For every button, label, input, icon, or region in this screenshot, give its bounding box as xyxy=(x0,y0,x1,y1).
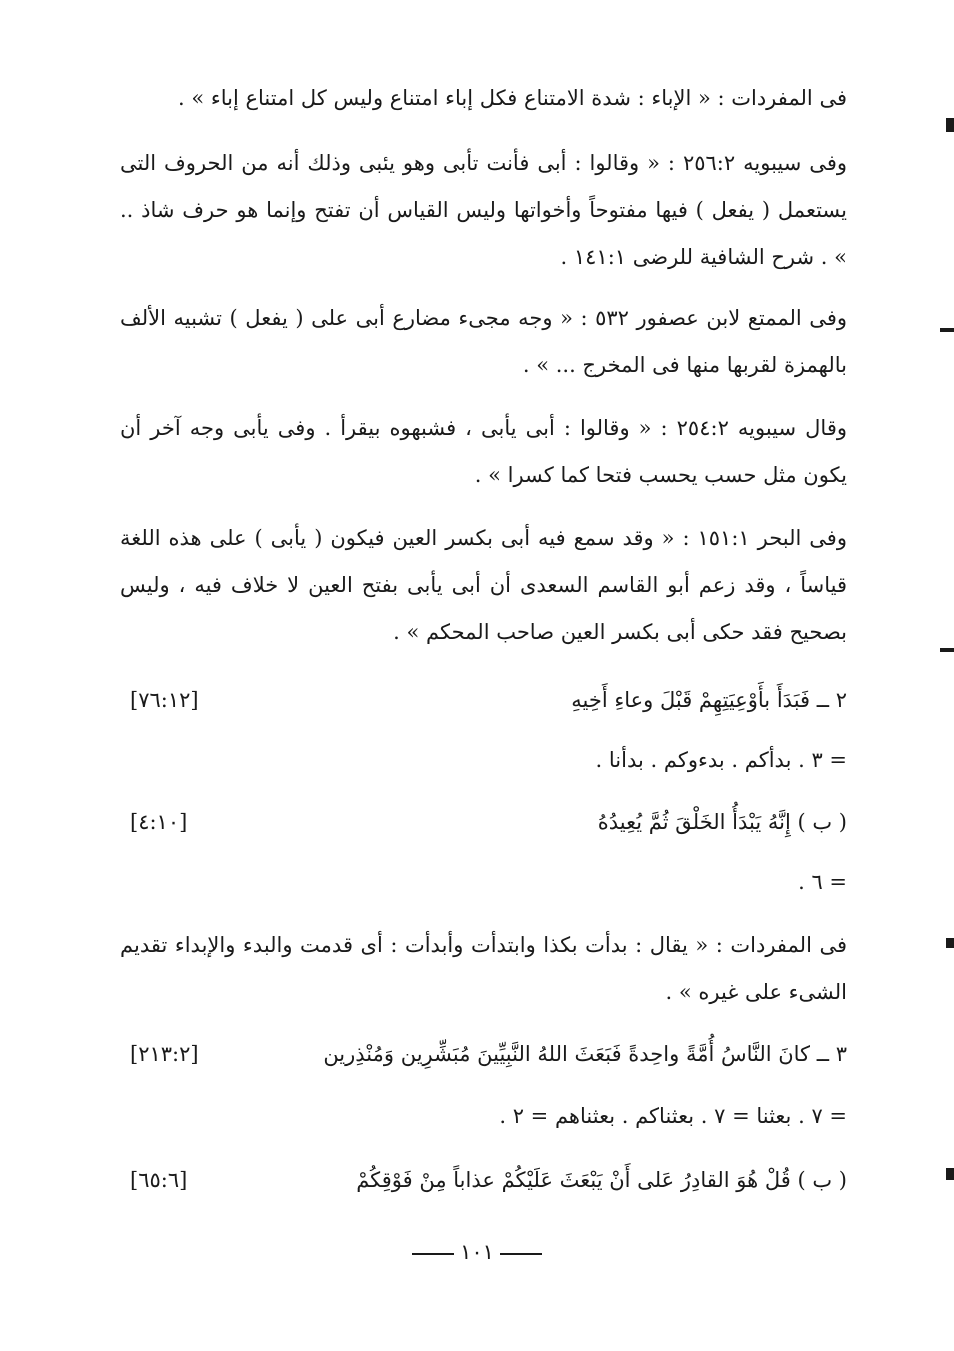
paragraph-mumti: وفى الممتع لابن عصفور ٥٣٢ : « وجه مجىء مضارع أبى على ( يفعل ) تشبيه الألف بالهمزة لقربها منها فى المخرج ... » . xyxy=(120,306,847,377)
scan-edge-mark xyxy=(940,328,954,332)
verse-line-3 xyxy=(120,1032,847,1076)
paragraph-sibawayh-2: وقال سيبويه ٢٥٤:٢ : « وقالوا : أبى يأبى ، فشبهوه بيقرأ . وفى يأبى وجه آخر أن يكون مثل حسب يحسب فتحا كما كسرا » . xyxy=(120,416,847,487)
verse-text: ٢ ــ فَبَدَأَ بأَوْعِيَتِهِمْ قَبْلَ وعاءِ أَخِيهِ xyxy=(571,688,847,712)
scan-edge-mark xyxy=(946,118,954,132)
page-number-text: ١٠١ xyxy=(460,1240,494,1264)
verse-reference: [٤:١٠] xyxy=(130,810,188,834)
dash-decoration xyxy=(500,1253,542,1255)
verse-line-2 xyxy=(120,678,847,722)
paragraph-mufradat-badaa: فى المفردات : « يقال : بدأت بكذا وابتدأت وأبدأت : أى قدمت والبدء والإبداء تقديم الشىء على غيره » . xyxy=(120,933,847,1004)
count-text: = ٣ . بدأكم . بدءوكم . بدأنا . xyxy=(595,748,847,772)
count-text: = ٦ . xyxy=(798,870,847,894)
scan-edge-mark xyxy=(946,938,954,948)
count-text: = ٧ . بعثنا = ٧ . بعثناكم . بعثناهم = ٢ . xyxy=(499,1104,847,1128)
paragraph-mufradat-ibaa: فى المفردات : « الإباء : شدة الامتناع فكل إباء امتناع وليس كل امتناع إباء » . xyxy=(178,86,847,110)
paragraph-sibawayh-1: وفى سيبويه ٢٥٦:٢ : « وقالوا : أبى فأنت تأبى وهو يئبى وذلك أنه من الحروف التى يستعمل ( يفعل ) فيها مفتوحاً وأخواتها وليس القياس أن تفتح وإنما هو حرف شاذ .. » . شرح الشافية للرضى ١٤١:١ . xyxy=(120,151,847,269)
verse-text: ( ب ) إِنَّهُ يَبْدَأُ الخَلْقَ ثُمَّ يُعِيدُهُ xyxy=(597,810,847,834)
paragraph-bahr: وفى البحر ١٥١:١ : « وقد سمع فيه أبى بكسر العين فيكون ( يأبى ) على هذه اللغة قياساً ، وقد زعم أبو القاسم السعدى أن أبى يأبى بفتح العين لا خلاف فيه ، وليس بصحيح فقد حكى أبى بكسر العين صاحب المحكم » . xyxy=(120,526,847,644)
verse-text: ( ب ) قُلْ هُوَ القادِرُ عَلى أَنْ يَبْعَثَ عَلَيْكُمْ عذاباً مِنْ فَوْقِكُمْ xyxy=(356,1168,847,1192)
scan-edge-mark xyxy=(940,648,954,652)
scan-edge-mark xyxy=(946,1168,954,1180)
verse-text: ٣ ــ كانَ النَّاسُ أُمَّةً واحِدةً فَبَعَثَ اللهُ النَّبِيِّينَ مُبَشِّرِين وَمُنْذِرين xyxy=(323,1042,847,1066)
count-line-6 xyxy=(120,860,847,904)
count-line-7 xyxy=(120,1094,847,1138)
page-number xyxy=(0,1232,954,1272)
verse-reference: [٧٦:١٢] xyxy=(130,688,199,712)
dash-decoration xyxy=(412,1253,454,1255)
verse-line-3b xyxy=(120,1158,847,1202)
verse-line-2b xyxy=(120,800,847,844)
verse-reference: [٢١٣:٢] xyxy=(130,1042,199,1066)
count-line-3 xyxy=(120,738,847,782)
verse-reference: [٦٥:٦] xyxy=(130,1168,188,1192)
